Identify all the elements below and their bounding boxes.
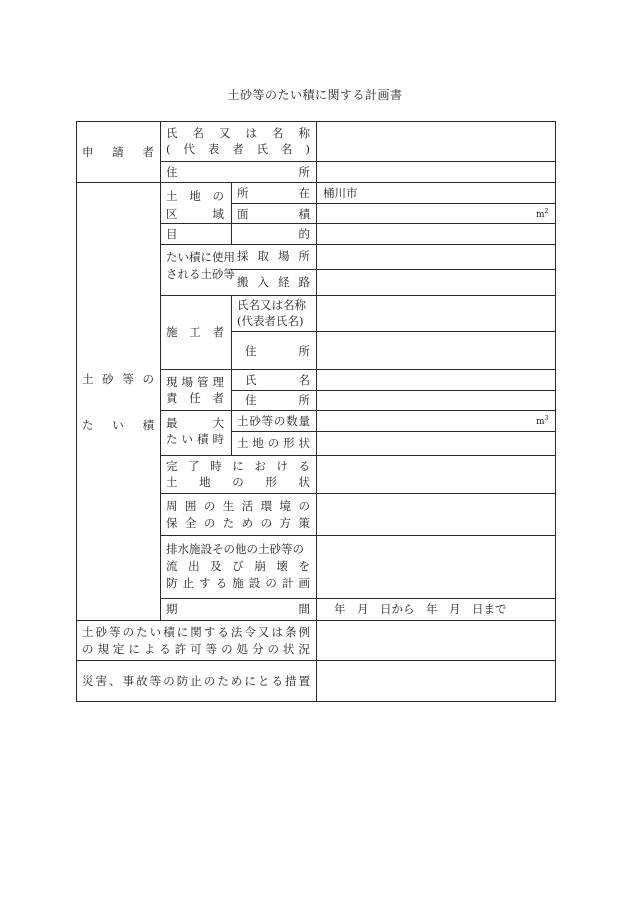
- drainage-label-2: 流 出 及 び 崩 壊 を: [166, 559, 310, 573]
- drainage-label-1: 排水施設その他の土砂等の: [166, 542, 304, 556]
- divider: [160, 161, 556, 162]
- applicant-label: 申 請 者: [82, 145, 154, 159]
- site-manager-label-1: 現 場 管 理: [166, 375, 224, 389]
- location-label: 所 在: [237, 186, 310, 200]
- carry-in-route-label: 搬 入 経 路: [237, 275, 310, 289]
- soil-used-label-1: たい積に使用: [166, 250, 235, 264]
- divider: [160, 244, 556, 245]
- divider: [160, 223, 556, 224]
- contractor-representative-label: (代表者氏名): [237, 314, 304, 328]
- divider: [231, 331, 556, 332]
- period-value: 年 月 日から 年 月 日まで: [334, 602, 507, 616]
- divider: [231, 203, 556, 204]
- environment-label-2: 保 全 の た め の 方 策: [166, 516, 310, 530]
- divider: [76, 660, 556, 661]
- site-manager-label-2: 責 任 者: [166, 391, 224, 405]
- max-deposit-label-1: 最 大: [166, 416, 224, 430]
- divider: [160, 598, 556, 599]
- divider: [160, 535, 556, 536]
- applicant-address-label: 住 所: [166, 165, 310, 179]
- disaster-prevention-label: 災 害 、 事 故 等 の 防 止 の た め に と る 措 置: [82, 674, 310, 688]
- drainage-label-3: 防 止 す る 施 設 の 計 画: [166, 576, 310, 590]
- location-value: 桶川市: [323, 186, 358, 200]
- land-area-label-1: 土 地 の: [166, 189, 224, 203]
- area-label: 面 積: [237, 207, 310, 221]
- divider: [231, 390, 556, 391]
- plan-form-table: [76, 121, 556, 702]
- completion-shape-label-1: 完 了 時 に お け る: [166, 459, 310, 473]
- applicant-name-label: 氏 名 又 は 名 称: [166, 126, 310, 140]
- environment-label-1: 周 囲 の 生 活 環 境 の: [166, 499, 310, 513]
- deposit-label-1: 土 砂 等 の: [82, 372, 154, 386]
- soil-used-label-2: される土砂等: [166, 267, 235, 281]
- applicant-representative-label: ( 代 表 者 氏 名 ): [166, 142, 310, 156]
- area-unit: $m^2$: [536, 208, 549, 220]
- page-title: 土砂等のたい積に関する計画書: [227, 88, 403, 102]
- divider: [231, 431, 556, 432]
- divider: [160, 410, 556, 411]
- legal-status-label-1: 土 砂 等 の た い 積 に 関 す る 法 令 又 は 条 例: [82, 625, 310, 639]
- soil-quantity-label: 土 砂 等 の 数 量: [237, 414, 310, 428]
- divider: [160, 121, 161, 620]
- site-manager-name-label: 氏 名: [245, 373, 310, 387]
- deposit-label-2: た い 積: [82, 418, 154, 432]
- contractor-name-label: 氏名又は名称: [237, 298, 306, 312]
- quantity-unit: $m^3$: [536, 415, 549, 427]
- divider: [316, 121, 317, 702]
- contractor-address-label: 住 所: [245, 344, 310, 358]
- purpose-label: 目 的: [166, 227, 310, 241]
- divider: [160, 493, 556, 494]
- land-shape-label: 土 地 の 形 状: [237, 436, 310, 450]
- contractor-label: 施 工 者: [166, 325, 224, 339]
- divider: [160, 455, 556, 456]
- divider: [76, 182, 556, 183]
- land-area-label-2: 区 域: [166, 207, 224, 221]
- completion-shape-label-2: 土 地 の 形 状: [166, 475, 310, 489]
- divider: [160, 295, 556, 296]
- period-label: 期 間: [166, 602, 310, 616]
- divider: [160, 369, 556, 370]
- max-deposit-label-2: た い 積 時: [166, 432, 224, 446]
- legal-status-label-2: の 規 定 に よ る 許 可 等 の 処 分 の 状 況: [82, 642, 310, 656]
- site-manager-address-label: 住 所: [245, 393, 310, 407]
- divider: [231, 269, 556, 270]
- collection-site-label: 採 取 場 所: [237, 249, 310, 263]
- divider: [76, 620, 556, 621]
